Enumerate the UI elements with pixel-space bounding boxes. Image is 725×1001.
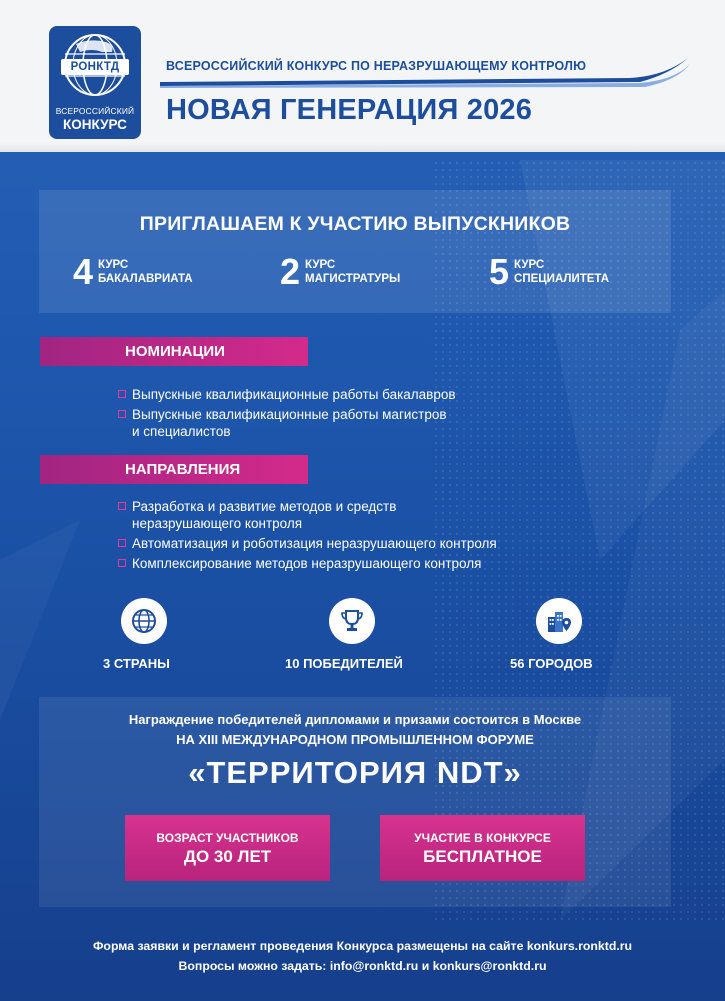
list-item (118, 555, 497, 572)
course-text (305, 258, 400, 286)
bullet-square-icon (118, 502, 126, 510)
list-item-line1: Выпускные квалификационные работы бакалавров (132, 387, 456, 402)
award-line2: НА XIII МЕЖДУНАРОДНОМ ПРОМЫШЛЕННОМ ФОРУМЕ (176, 732, 534, 747)
course-bachelor (73, 251, 193, 292)
trophy-icon (329, 598, 375, 644)
nominations-label: НОМИНАЦИИ (40, 337, 308, 366)
course-number: 4 (73, 251, 94, 292)
fee-box-caption: УЧАСТИЕ В КОНКУРСЕ (414, 831, 551, 845)
page-title: НОВАЯ ГЕНЕРАЦИЯ 2026 (166, 94, 533, 126)
course-line2: СПЕЦИАЛИТЕТА (514, 273, 610, 285)
stat-cities: 56 ГОРОДОВ (510, 656, 593, 671)
forum-title: «ТЕРРИТОРИЯ NDT» (188, 755, 522, 790)
bullet-square-icon (118, 410, 126, 418)
age-box-caption: ВОЗРАСТ УЧАСТНИКОВ (156, 831, 299, 845)
list-item-line2: и специалистов (132, 424, 231, 439)
invite-panel (39, 190, 671, 313)
course-line2: МАГИСТРАТУРЫ (305, 273, 401, 285)
fee-box-value: БЕСПЛАТНОЕ (423, 847, 542, 866)
list-item (118, 535, 497, 552)
nominations-list (118, 386, 456, 443)
bullet-square-icon (118, 539, 126, 547)
course-line1: КУРС (305, 259, 336, 271)
list-item (118, 498, 497, 532)
award-panel (39, 697, 671, 907)
course-number: 2 (280, 251, 301, 292)
course-line1: КУРС (514, 259, 545, 271)
globe-icon (121, 598, 167, 644)
footer-line1: Форма заявки и регламент проведения Конкурса размещены на сайте konkurs.ronktd.ru (92, 939, 633, 953)
award-line1: Награждение победителей дипломами и призами состоится в Москве (128, 712, 582, 727)
course-text (98, 258, 193, 286)
list-item-line1: Разработка и развитие методов и средств (132, 499, 397, 514)
header (0, 0, 725, 152)
bullet-square-icon (118, 390, 126, 398)
list-item (118, 386, 456, 403)
list-item-line1: Комплексирование методов неразрушающего контроля (132, 556, 482, 571)
course-text (514, 258, 609, 286)
course-number: 5 (489, 251, 510, 292)
stat-countries: 3 СТРАНЫ (103, 656, 170, 671)
age-box (125, 815, 330, 881)
course-specialist (489, 251, 610, 292)
footer-line2: Вопросы можно задать: info@ronktd.ru и konkurs@ronktd.ru (178, 959, 547, 973)
course-master (280, 251, 401, 292)
logo-caption-top: ВСЕРОССИЙСКИЙ (55, 106, 135, 116)
logo-caption-bottom: КОНКУРС (63, 117, 127, 132)
age-box-value: ДО 30 ЛЕТ (183, 847, 272, 866)
fee-box (380, 815, 585, 881)
course-line1: КУРС (98, 259, 129, 271)
directions-label: НАПРАВЛЕНИЯ (40, 455, 308, 484)
list-item-line1: Выпускные квалификационные работы магистров (132, 407, 447, 422)
course-line2: БАКАЛАВРИАТА (98, 273, 193, 285)
list-item-line1: Автоматизация и роботизация неразрушающего контроля (132, 536, 497, 551)
list-item (118, 406, 456, 440)
stat-winners: 10 ПОБЕДИТЕЛЕЙ (285, 656, 403, 671)
header-subtitle: ВСЕРОССИЙСКИЙ КОНКУРС ПО НЕРАЗРУШАЮЩЕМУ КОНТРОЛЮ (166, 59, 587, 73)
directions-list (118, 498, 497, 575)
header-shadow (0, 142, 725, 152)
logo-badge: РОНКТД (61, 59, 129, 75)
invite-title: ПРИГЛАШАЕМ К УЧАСТИЮ ВЫПУСКНИКОВ (139, 213, 571, 235)
list-item-line2: неразрушающего контроля (132, 516, 303, 531)
city-location-icon (536, 598, 582, 644)
ronktd-logo (49, 26, 141, 139)
bullet-square-icon (118, 559, 126, 567)
